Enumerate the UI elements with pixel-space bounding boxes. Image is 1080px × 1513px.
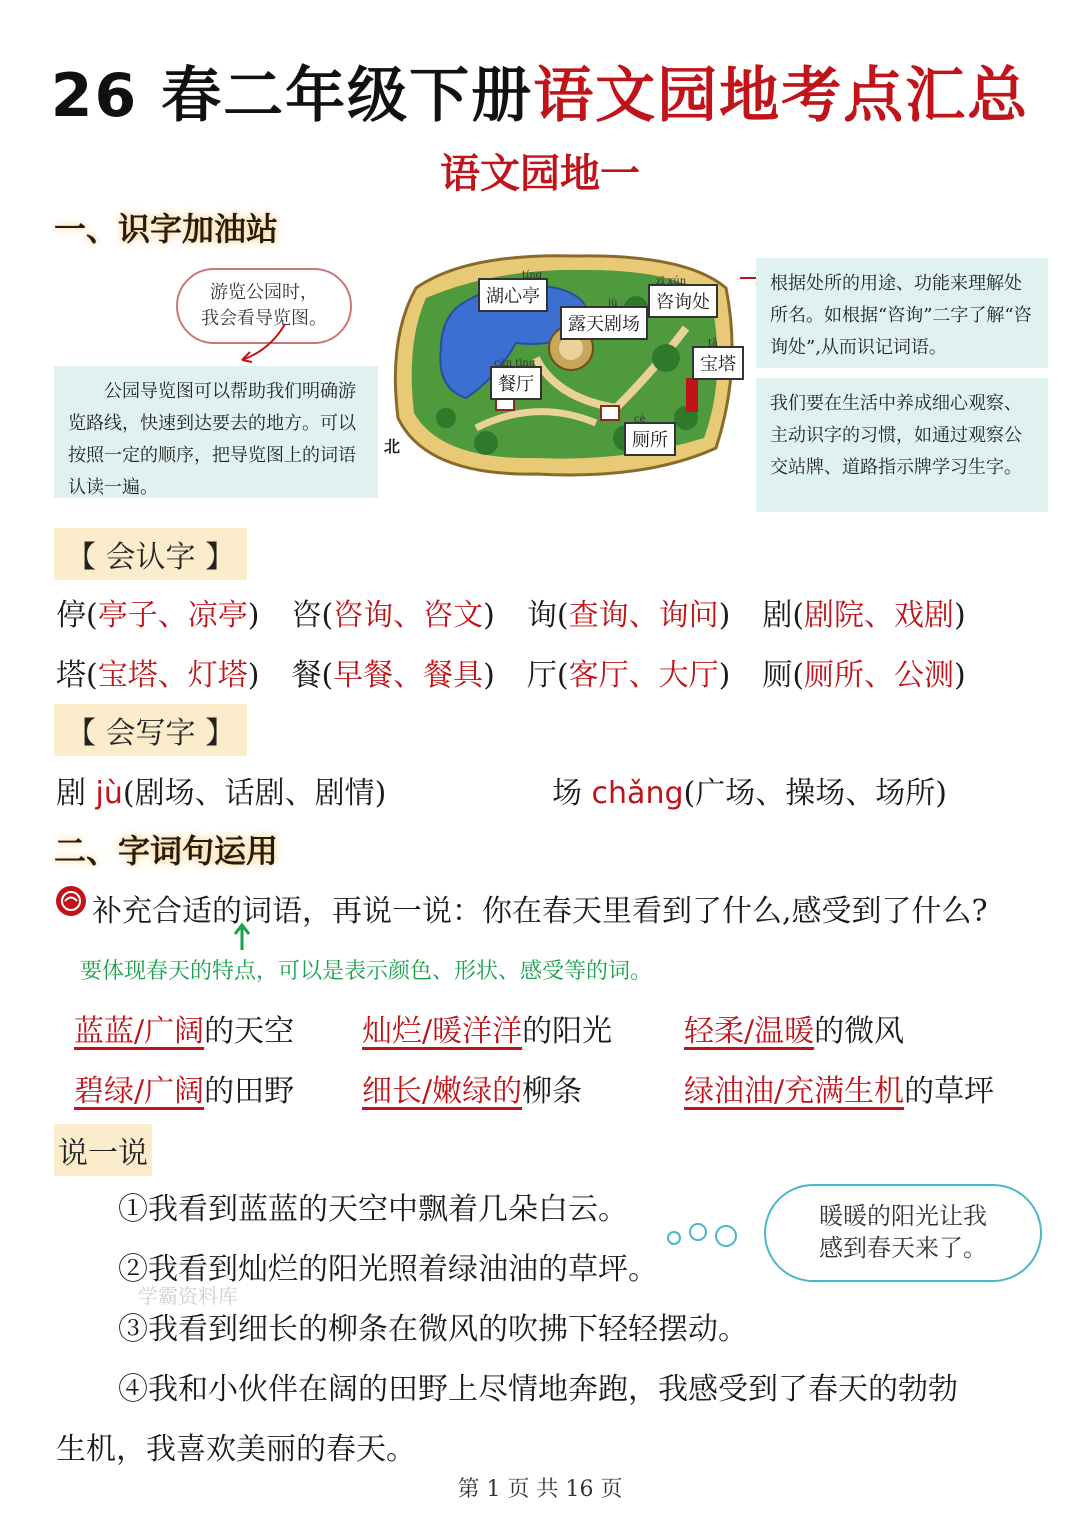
panel-right-bottom: 我们要在生活中养成细心观察、主动识字的习惯，如通过观察公交站牌、道路指示牌学习生字。	[756, 378, 1048, 512]
cloud-left-line2: 我会看导览图。	[201, 308, 327, 329]
write-item-2: 场 chǎng(广场、操场、场所)	[552, 776, 947, 811]
read-item: 询(查询、询问)	[526, 598, 731, 633]
read-item: 塔(宝塔、灯塔)	[56, 658, 260, 693]
read-item: 厕(厕所、公测)	[762, 658, 966, 693]
read-row-1	[56, 590, 966, 634]
north-marker: 北	[384, 437, 401, 456]
sentence-2: ②我看到灿烂的阳光照着绿油油的草坪。	[118, 1252, 658, 1287]
phrase-item: 灿烂/暖洋洋的阳光	[362, 1014, 613, 1049]
tag-say: 说一说	[54, 1124, 152, 1176]
map-pinyin-canting: cān tīng	[494, 358, 536, 369]
section-heading-2: 二、字词句运用	[54, 832, 279, 870]
phrase-item: 绿油油/充满生机的草坪	[684, 1074, 995, 1109]
read-item: 停(亭子、凉亭)	[56, 598, 260, 633]
park-map	[386, 248, 742, 482]
panel-left: 公园导览图可以帮助我们明确游览路线，快速到达要去的地方。可以按照一定的顺序，把导览图上的词语认读一遍。	[54, 366, 378, 498]
section-heading-1: 一、识字加油站	[54, 210, 279, 248]
arrow-up-icon	[232, 922, 252, 952]
thought-cloud-right	[764, 1184, 1042, 1282]
cloud-right-line2: 感到春天来了。	[819, 1234, 987, 1262]
map-label-lutianjuchang: 露天剧场	[560, 306, 648, 340]
map-label-canting: 餐厅	[490, 366, 542, 400]
page-title	[0, 48, 1080, 134]
map-pinyin-zixunchu: zī xún	[656, 276, 687, 287]
phrase-item: 细长/嫩绿的柳条	[362, 1074, 583, 1109]
phrase-item: 轻柔/温暖的微风	[684, 1014, 905, 1049]
hint-text: 要体现春天的特点，可以是表示颜色、形状、感受等的词。	[80, 959, 653, 984]
title-prefix: 26 春二年级下册	[50, 61, 534, 131]
map-pinyin-lutianjuchang: jù	[608, 298, 618, 309]
map-label-zixunchu: 咨询处	[648, 284, 718, 318]
read-row-2	[56, 650, 966, 694]
map-label-baota: 宝塔	[692, 346, 744, 380]
page-subtitle: 语文园地一	[440, 150, 640, 197]
sentence-1: ①我看到蓝蓝的天空中飘着几朵白云。	[118, 1192, 628, 1227]
sentence-4-continued: 生机，我喜欢美丽的春天。	[56, 1432, 416, 1467]
read-item: 剧(剧院、戏剧)	[762, 598, 966, 633]
page-footer: 第 1 页 共 16 页	[457, 1477, 623, 1502]
cloud-left-line1: 游览公园时，	[210, 282, 318, 303]
phrase-item: 碧绿/广阔的田野	[74, 1074, 295, 1109]
map-pinyin-huxinting: tíng	[522, 270, 543, 281]
sentence-3: ③我看到细长的柳条在微风的吹拂下轻轻摆动。	[118, 1312, 748, 1347]
map-pinyin-cesuo: cè	[634, 414, 646, 425]
read-item: 咨(咨询、咨文)	[291, 598, 495, 633]
read-item: 厅(客厅、大厅)	[526, 658, 731, 693]
cloud-right-line1: 暖暖的阳光让我	[819, 1202, 987, 1230]
panel-right-top: 根据处所的用途、功能来理解处所名。如根据“咨询”二字了解“咨询处”,从而识记词语。	[756, 258, 1048, 368]
map-label-huxinting: 湖心亭	[478, 278, 548, 312]
tag-write-chars: 【 会写字 】	[54, 704, 247, 756]
tag-read-chars: 【 会认字 】	[54, 528, 247, 580]
map-label-cesuo: 厕所	[624, 422, 676, 456]
question-badge-icon	[54, 884, 88, 918]
question-text: 补充合适的词语，再说一说：你在春天里看到了什么,感受到了什么?	[92, 894, 988, 929]
arrow-icon	[230, 320, 290, 370]
title-highlight: 语文园地考点汇总	[533, 61, 1030, 131]
thought-bubbles-icon	[660, 1216, 760, 1256]
write-item-1: 剧 jù(剧场、话剧、剧情)	[56, 776, 387, 811]
read-item: 餐(早餐、餐具)	[291, 658, 495, 693]
map-pinyin-baota: tǎ	[708, 338, 718, 349]
phrase-item: 蓝蓝/广阔的天空	[74, 1014, 295, 1049]
sentence-4: ④我和小伙伴在阔的田野上尽情地奔跑，我感受到了春天的勃勃	[118, 1372, 958, 1407]
watermark: 学霸资料库	[138, 1284, 238, 1308]
